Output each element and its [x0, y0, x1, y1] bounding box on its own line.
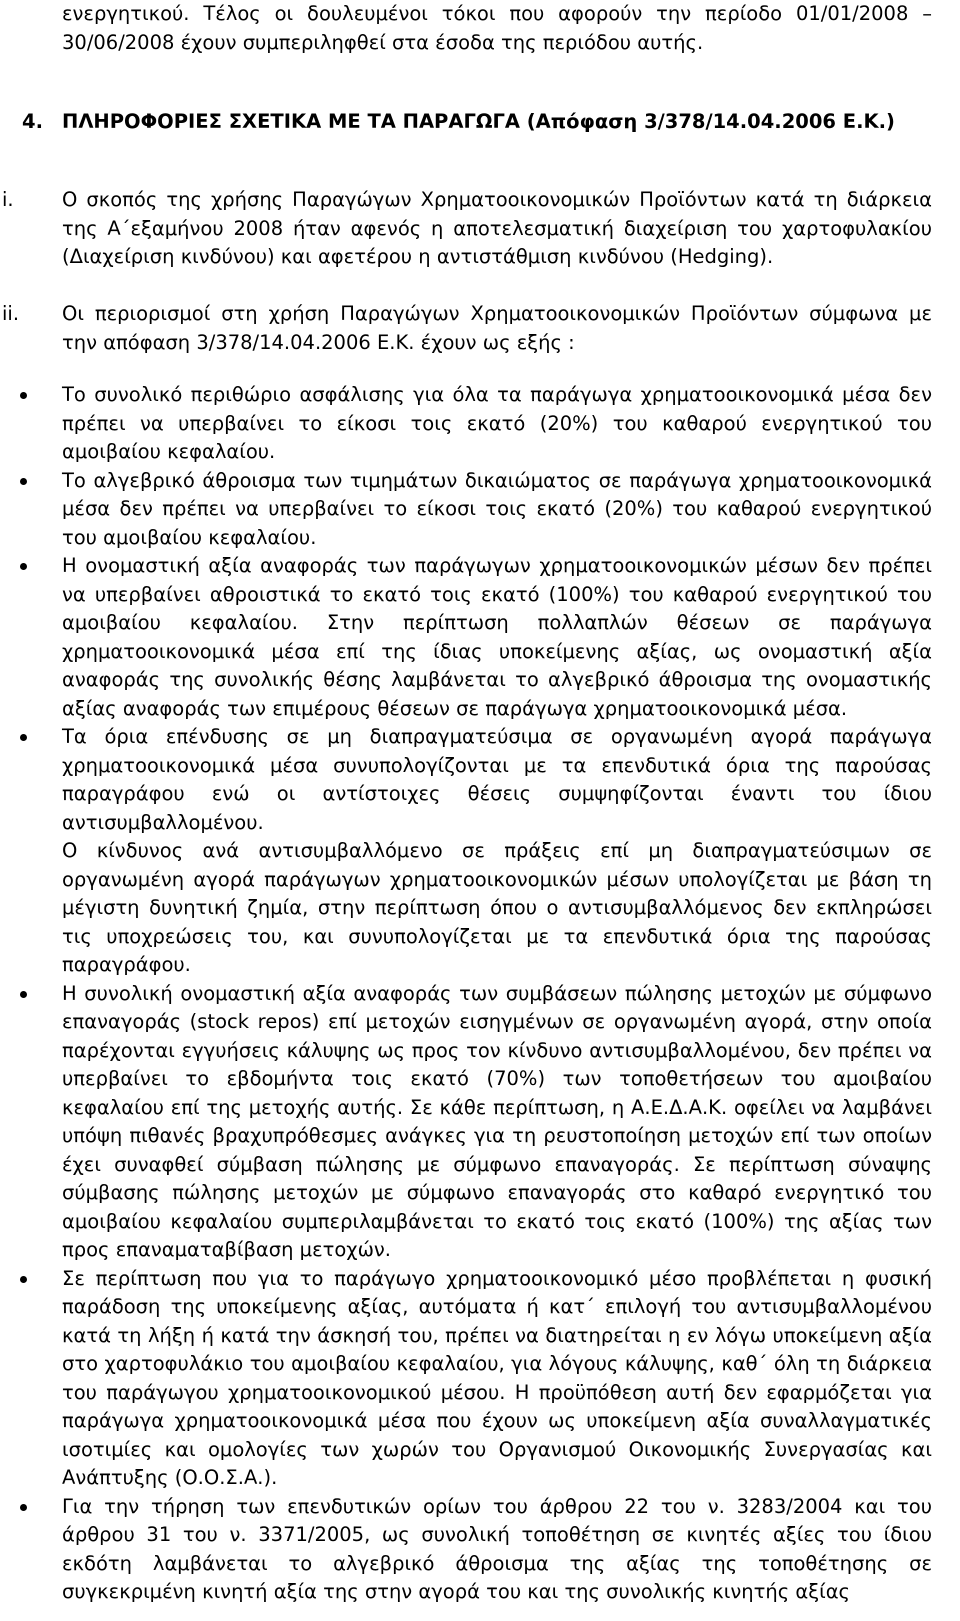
bullet-icon	[20, 478, 27, 485]
list-marker: ii.	[2, 302, 20, 325]
bullet-icon	[20, 1276, 27, 1283]
bullet-text: Το συνολικό περιθώριο ασφάλισης για όλα τα παράγωγα χρηματοοικονομικά μέσα δεν πρέπει να υπερβαίνει το είκοσι τοις εκατό (20%) του καθαρού ενεργητικού του αμοιβαίου κεφαλαίου.	[62, 383, 932, 463]
bullet-item	[0, 1493, 932, 1607]
bullet-text: Η συνολική ονομαστική αξία αναφοράς των συμβάσεων πώλησης μετοχών με σύμφωνο επαναγοράς (stock repos) επί μετοχών εισηγμένων σε οργανωμένη αγορά, στην οποία παρέχονται εγγυήσεις κάλυψης ως προς τον κίνδυνο αντισυμβαλλομένου, δεν πρέπει να υπερβαίνει το εβδομήντα τοις εκατό (70%) των τοποθετήσεων του αμοιβαίου κεφαλαίου επί της μετοχής αυτής. Σε κάθε περίπτωση, η Α.Ε.Δ.Α.Κ. οφείλει να λαμβάνει υπόψη πιθανές βραχυπρόθεσμες ανάγκες για τη ρευστοποίηση μετοχών επί των οποίων έχει συναφθεί σύμβαση πώλησης με σύμφωνο επαναγοράς. Σε περίπτωση σύναψης σύμβασης πώλησης μετοχών με σύμφωνο επαναγοράς στο καθαρό ενεργητικό του αμοιβαίου κεφαλαίου συμπεριλαμβάνεται το εκατό τοις εκατό (100%) της αξίας των προς επαναματαβίβαση μετοχών.	[62, 981, 932, 1261]
bullet-text: Για την τήρηση των επενδυτικών ορίων του άρθρου 22 του ν. 3283/2004 και του άρθρου 31 του ν. 3371/2005, ως συνολική τοποθέτηση σε κινητές αξίες του ίδιου εκδότη λαμβάνεται το αλγεβρικό άθροισμα της αξίας της τοποθέτησης σε συγκεκριμένη κινητή αξία της στην αγορά του και της συνολικής κινητής αξίας	[62, 1494, 932, 1603]
bullet-icon	[20, 563, 27, 570]
bullet-item	[0, 1265, 932, 1493]
bullet-item	[0, 980, 932, 1265]
list-marker: i.	[2, 188, 14, 211]
bullet-icon	[20, 734, 27, 741]
bullet-item	[0, 381, 932, 467]
bullet-text: Η ονομαστική αξία αναφοράς των παράγωγων χρηματοοικονομικών μέσων δεν πρέπει να υπερβαίνει αθροιστικά το εκατό τοις εκατό (100%) του καθαρού ενεργητικού του αμοιβαίου κεφαλαίου. Στην περίπτωση πολλαπλών θέσεων σε παράγωγα χρηματοοικονομικά μέσα επί της ίδιας υποκείμενης αξίας, ως ονομαστική αξία αναφοράς της συνολικής θέσης λαμβάνεται το αλγεβρικό άθροισμα της ονομαστικής αξίας αναφοράς των επιμέρους θέσεων σε παράγωγα χρηματοοικονομικά μέσα.	[62, 554, 932, 720]
bullet-text: Τα όρια επένδυσης σε μη διαπραγματεύσιμα σε οργανωμένη αγορά παράγωγα χρηματοοικονομικά μέσα συνυπολογίζονται με τα επενδυτικά όρια της παρούσας παραγράφου ενώ οι αντίστοιχες θέσεις συμψηφίζονται έναντι του ίδιου αντισυμβαλλομένου.	[62, 725, 932, 834]
list-item-text: Οι περιορισμοί στη χρήση Παραγώγων Χρηματοοικονομικών Προϊόντων σύμφωνα με την απόφαση 3/378/14.04.2006 Ε.Κ. έχουν ως εξής :	[62, 302, 932, 354]
section-number: 4.	[22, 110, 43, 133]
bullet-icon	[20, 1504, 27, 1511]
bullet-item	[0, 552, 932, 723]
bullet-icon	[20, 392, 27, 399]
bullet-text: Ο κίνδυνος ανά αντισυμβαλλόμενο σε πράξεις επί μη διαπραγματεύσιμων σε οργανωμένη αγορά παράγωγων χρηματοοικονομικών μέσων υπολογίζεται με βάση τη μέγιστη δυνητική ζημία, στην περίπτωση όπου ο αντισυμβαλλόμενος δεν εκπληρώσει τις υποχρεώσεις του, και συνυπολογίζεται με τα επενδυτικά όρια της παρούσας παραγράφου.	[62, 839, 932, 976]
section-title: ΠΛΗΡΟΦΟΡΙΕΣ ΣΧΕΤΙΚΑ ΜΕ ΤΑ ΠΑΡΑΓΩΓΑ (Απόφαση 3/378/14.04.2006 Ε.Κ.)	[62, 110, 895, 133]
bullet-text: Σε περίπτωση που για το παράγωγο χρηματοοικονομικό μέσο προβλέπεται η φυσική παράδοση της υποκείμενης αξίας, αυτόματα ή κατ΄ επιλογή του αντισυμβαλλομένου κατά τη λήξη ή κατά την άσκησή του, πρέπει να διατηρείται η εν λόγω υποκείμενη αξία στο χαρτοφυλάκιο του αμοιβαίου κεφαλαίου, για λόγους κάλυψης, καθ΄ όλη τη διάρκεια του παράγωγου χρηματοοικονομικού μέσου. Η προϋπόθεση αυτή δεν εφαρμόζεται για παράγωγα χρηματοοικονομικά μέσα που έχουν ως υποκείμενη αξία συναλλαγματικές ισοτιμίες και ομολογίες των χωρών του Οργανισμού Οικονομικής Συνεργασίας και Ανάπτυξης (Ο.Ο.Σ.Α.).	[62, 1266, 932, 1489]
bullet-list	[0, 381, 960, 1607]
bullet-text: Το αλγεβρικό άθροισμα των τιμημάτων δικαιώματος σε παράγωγα χρηματοοικονομικά μέσα δεν πρέπει να υπερβαίνει το είκοσι τοις εκατό (20%) του καθαρού ενεργητικού του αμοιβαίου κεφαλαίου.	[62, 468, 932, 549]
list-item-text: Ο σκοπός της χρήσης Παραγώγων Χρηματοοικονομικών Προϊόντων κατά τη διάρκεια της Α΄εξαμήνου 2008 ήταν αφενός η αποτελεσματική διαχείριση του χαρτοφυλακίου (Διαχείριση κινδύνου) και αφετέρου η αντιστάθμιση κινδύνου (Hedging).	[62, 188, 932, 268]
bullet-item	[0, 723, 932, 980]
bullet-icon	[20, 991, 27, 998]
intro-paragraph: ενεργητικού. Τέλος οι δουλευμένοι τόκοι που αφορούν την περίοδο 01/01/2008 – 30/06/2008 έχουν συμπεριληφθεί στα έσοδα της περιόδου αυτής.	[62, 2, 932, 54]
bullet-item	[0, 467, 932, 553]
